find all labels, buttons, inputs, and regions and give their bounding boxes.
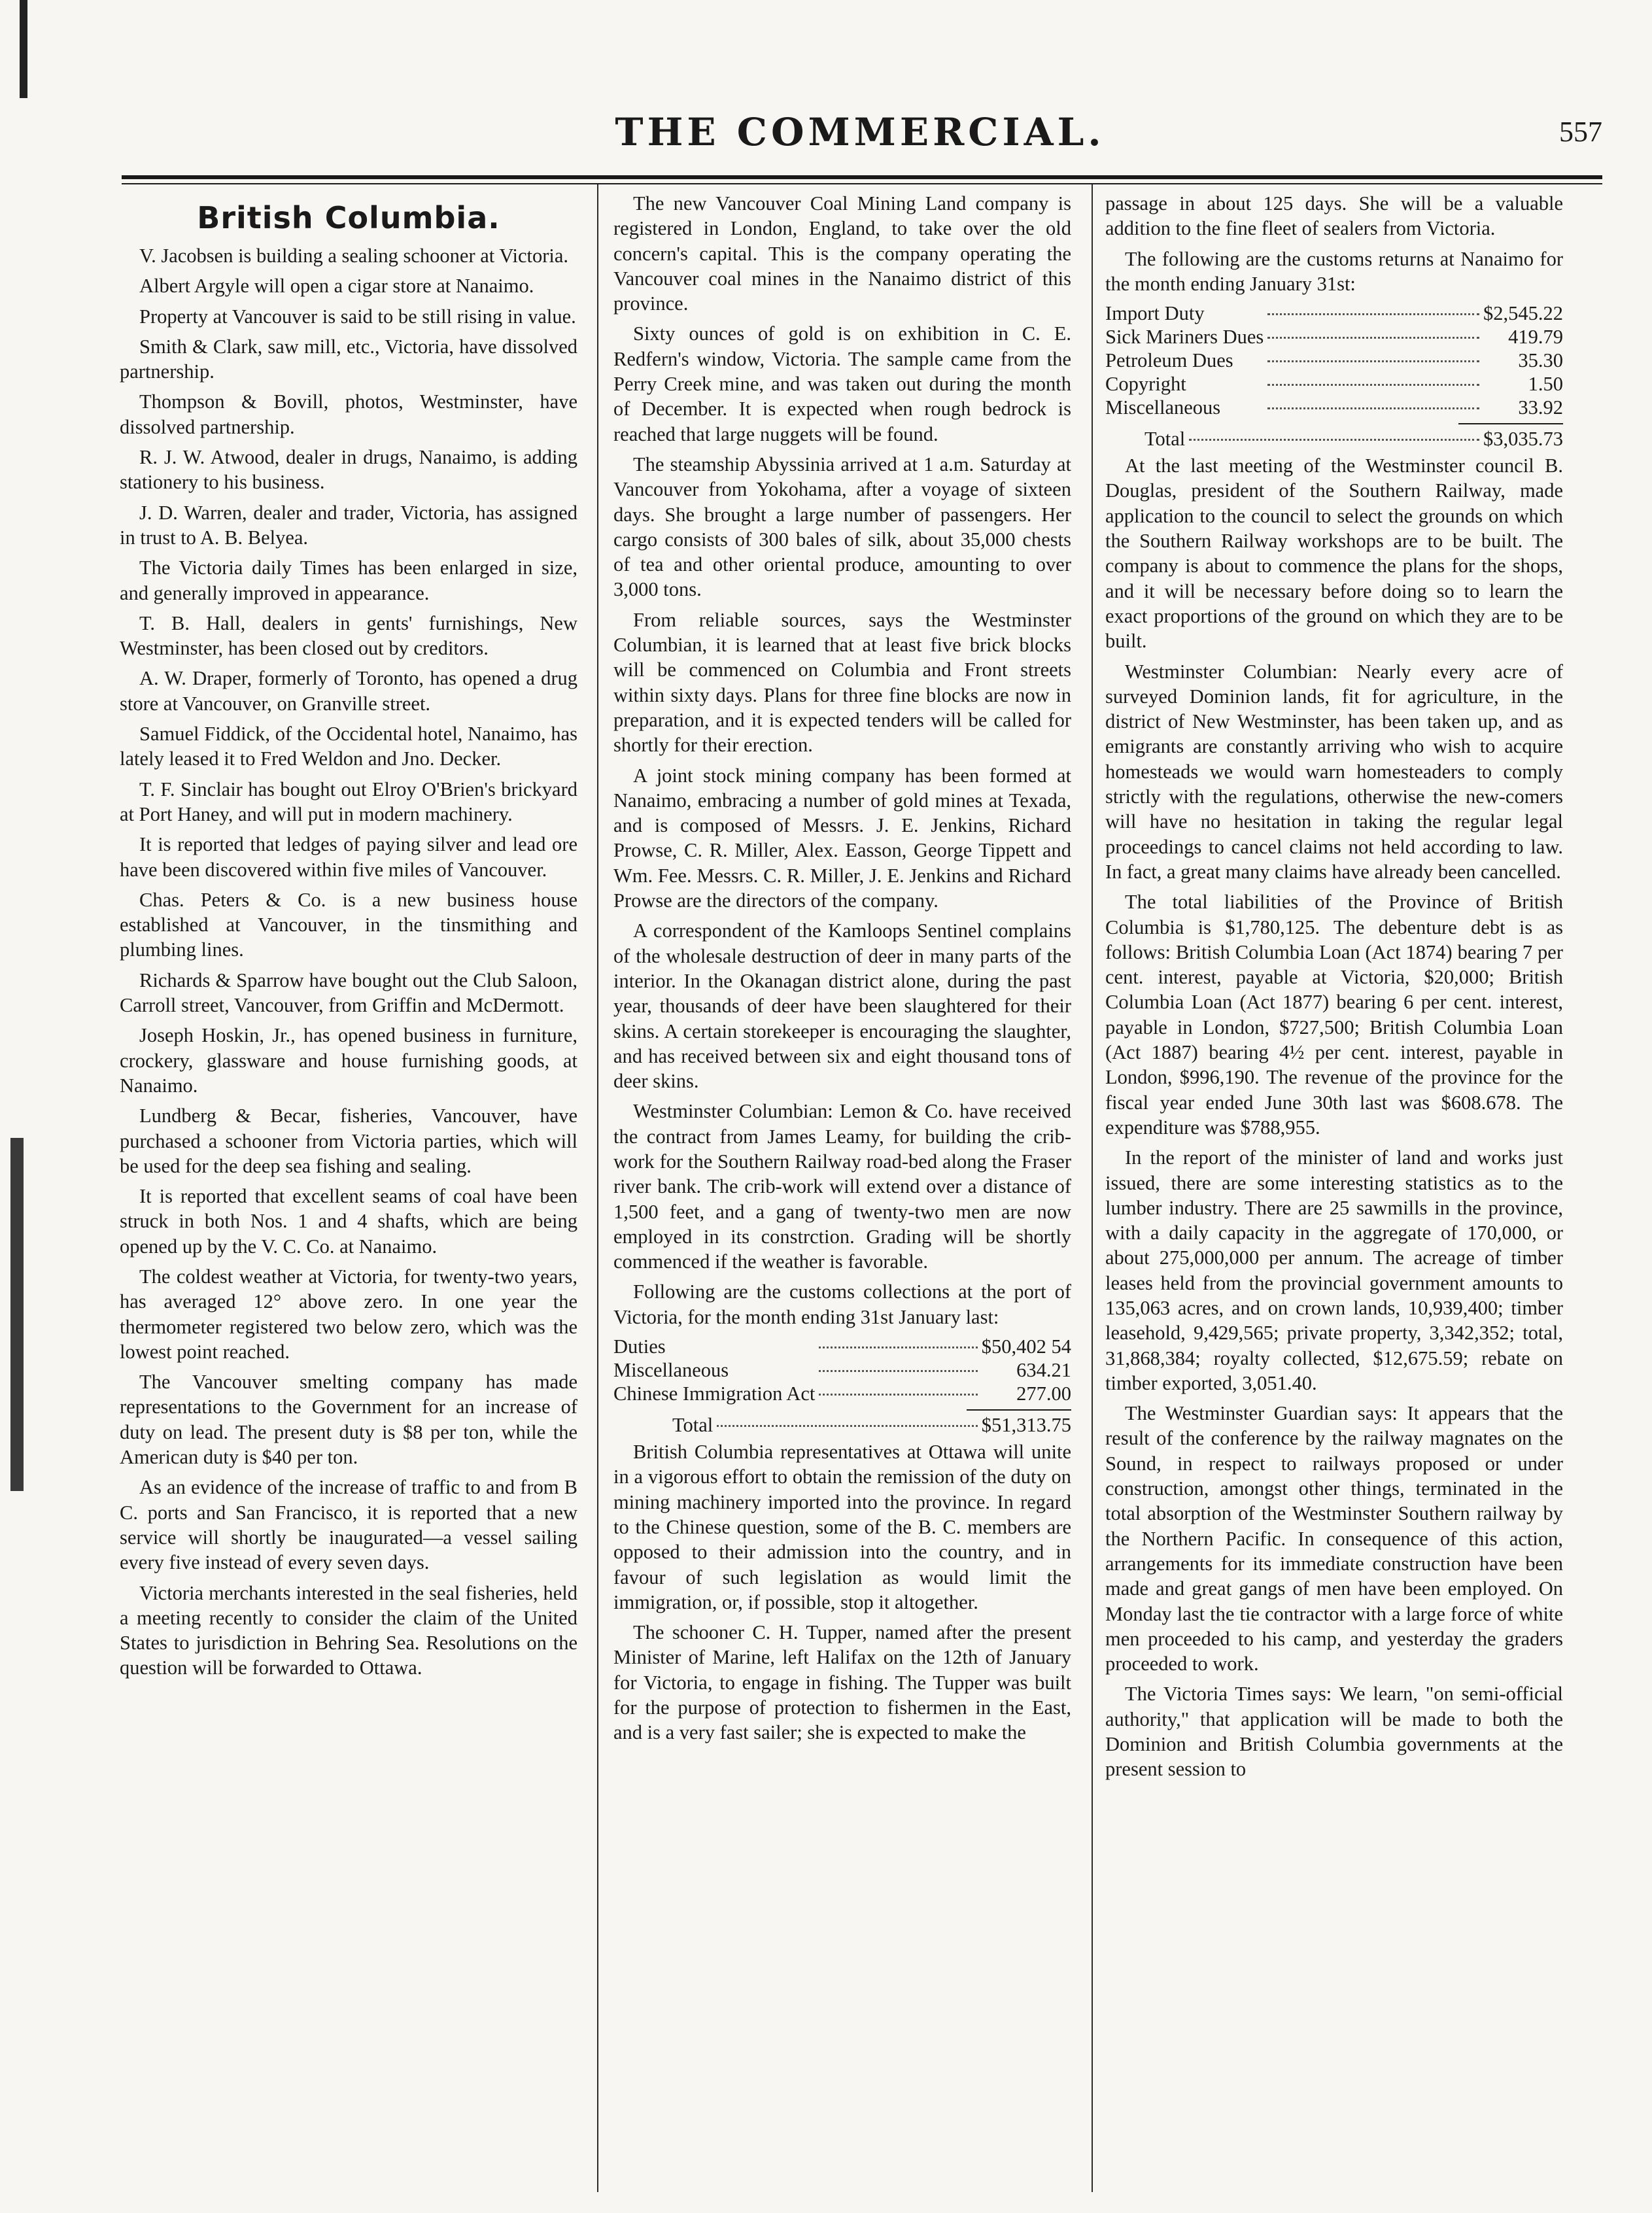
- table-cell-label: Sick Mariners Dues: [1105, 326, 1264, 349]
- news-item: As an evidence of the increase of traffic to and from B C. ports and San Francisco, it is reported that a new service will shortly be inaugurated—a vessel sailing every five instead of every seven days.: [120, 1476, 577, 1574]
- table-cell-label: Import Duty: [1105, 302, 1205, 325]
- news-item: It is reported that ledges of paying silver and lead ore have been discovered within five miles of Vancouver.: [120, 833, 577, 881]
- news-item: The schooner C. H. Tupper, named after the present Minister of Marine, left Halifax on the 12th of January for Victoria, to engage in fishing. The Tupper was built for the purpose of protection to fishermen in the East, and is a very fast sailer; she is expected to make the: [613, 1621, 1071, 1744]
- section-heading: British Columbia.: [197, 200, 500, 235]
- news-item: The coldest weather at Victoria, for twenty-two years, has averaged 12° above zero. In one year the thermometer registered two below zero, which was the lowest point reached.: [120, 1265, 577, 1363]
- table-row: [1105, 301, 1563, 325]
- table-cell-amount: 33.92: [1518, 396, 1563, 419]
- table-cell-amount: 35.30: [1518, 349, 1563, 372]
- news-item: R. J. W. Atwood, dealer in drugs, Nanaimo, is adding stationery to his business.: [120, 446, 577, 494]
- dot-leader: [713, 1413, 982, 1437]
- table-cell-amount: $2,545.22: [1483, 302, 1563, 325]
- news-item: T. F. Sinclair has bought out Elroy O'Brien's brickyard at Port Haney, and will put in modern machinery.: [120, 778, 577, 825]
- table-cell-label: Chinese Immigration Act: [613, 1382, 816, 1405]
- news-item: Thompson & Bovill, photos, Westminster, have dissolved partnership.: [120, 390, 577, 438]
- table-row: [1105, 372, 1563, 396]
- left-paragraphs: [120, 243, 577, 1681]
- sum-rule: [1458, 423, 1563, 424]
- dot-leader: [815, 1335, 981, 1358]
- nanaimo-customs-table: [1105, 301, 1563, 419]
- news-item: Victoria merchants interested in the seal fisheries, held a meeting recently to consider the claim of the United States to jurisdiction in Behring Sea. Resolutions on the question will be forwarded to Ottawa.: [120, 1581, 577, 1679]
- table-row: [613, 1382, 1071, 1405]
- page-header: [118, 110, 1602, 169]
- table-cell-amount: $50,402 54: [981, 1335, 1071, 1358]
- victoria-customs-total: [613, 1413, 1071, 1437]
- news-item: In the report of the minister of land and works just issued, there are some interesting statistics as to the lumber industry. There are 25 sawmills in the province, with a daily capacity in the aggregate of 170,000, or about 275,000,000 per annum. The acreage of timber leases held from the provincial government amounts to 135,063 acres, and on crown lands, 10,939,400; timber leasehold, 9,429,565; private property, 3,342,352; total, 31,868,384; royalty collected, $12,675.59; rebate on timber exported, 3,051.40.: [1105, 1146, 1563, 1394]
- dot-leader: [1264, 301, 1483, 325]
- table-cell-label: Miscellaneous: [1105, 396, 1221, 419]
- victoria-customs-table: [613, 1335, 1071, 1405]
- total-amount: $3,035.73: [1483, 428, 1563, 451]
- news-item: British Columbia representatives at Ottawa will unite in a vigorous effort to obtain the remission of the duty on mining machinery imported into the province. In regard to the Chinese question, some of the B. C. members are opposed to their admission into the country, and in favour of such legislation as would limit the immigration, or, if possible, stop it altogether.: [613, 1441, 1071, 1613]
- news-item: Following are the customs collections at the port of Victoria, for the month ending 31st January last:: [613, 1280, 1071, 1328]
- news-item: The Victoria Times says: We learn, "on semi-official authority," that application will be made to both the Dominion and British Columbia governments at the present session to: [1105, 1683, 1563, 1781]
- news-item: Smith & Clark, saw mill, etc., Victoria, have dissolved partnership.: [120, 335, 577, 383]
- news-item: The Westminster Guardian says: It appears that the result of the conference by the railway magnates on the Sound, in respect to railways proposed or under construction, amongst other things, terminated in the total absorption of the Westminster Southern railway by the Northern Pacific. In consequence of this action, arrangements for its immediate construction have been made and great gangs of men have been employed. On Monday last the tie contractor with a large force of white men proceeded to his camp, and yesterday the graders proceeded to work.: [1105, 1402, 1563, 1675]
- news-item: The steamship Abyssinia arrived at 1 a.m. Saturday at Vancouver from Yokohama, after a voyage of sixteen days. She brought a large number of passengers. Her cargo consists of 300 bales of silk, about 35,000 chests of tea and other oriental produce, amounting to over 3,000 tons.: [613, 453, 1071, 601]
- news-item: The new Vancouver Coal Mining Land company is registered in London, England, to take over the old concern's capital. This is the company operating the Vancouver coal mines in the Nanaimo district of this province.: [613, 192, 1071, 315]
- news-item: A correspondent of the Kamloops Sentinel complains of the wholesale destruction of deer in many parts of the interior. In the Okanagan district alone, during the past year, thousands of deer have been slaughtered for their skins. A certain storekeeper is encouraging the slaughter, and has received between six and eight thousand tons of deer skins.: [613, 919, 1071, 1093]
- column-right: [1105, 191, 1563, 2192]
- header-rule-thin: [122, 183, 1602, 184]
- news-item: At the last meeting of the Westminster council B. Douglas, president of the Southern Railway, made application to the council to select the grounds on which the Southern Railway workshops are to be built. The company is about to commence the plans for the shops, and it will be necessary before doing so to learn the exact proportions of the ground on which they are to be built.: [1105, 455, 1563, 653]
- table-cell-amount: 277.00: [1016, 1382, 1071, 1405]
- news-item-continued: passage in about 125 days. She will be a valuable addition to the fine fleet of sealers from Victoria.: [1105, 192, 1563, 240]
- news-item: J. D. Warren, dealer and trader, Victoria, has assigned in trust to A. B. Belyea.: [120, 501, 577, 549]
- news-item: Samuel Fiddick, of the Occidental hotel, Nanaimo, has lately leased it to Fred Weldon and Jno. Decker.: [120, 723, 577, 770]
- scan-mark-bar: [10, 1138, 24, 1491]
- total-label: Total: [1144, 428, 1186, 451]
- nanaimo-customs-total: [1105, 427, 1563, 451]
- table-row: [1105, 349, 1563, 372]
- dot-leader: [815, 1358, 981, 1382]
- table-cell-amount: 1.50: [1528, 373, 1563, 396]
- masthead-title: THE COMMERCIAL.: [615, 110, 1105, 154]
- column-left: [120, 191, 577, 2192]
- total-amount: $51,313.75: [981, 1414, 1071, 1437]
- news-item: V. Jacobsen is building a sealing schooner at Victoria.: [139, 245, 569, 267]
- news-item: From reliable sources, says the Westminster Columbian, it is learned that at least five brick blocks will be commenced on Columbia and Front streets within sixty days. Plans for three fine blocks are now in preparation, and it is expected tenders will be called for shortly for their erection.: [613, 608, 1071, 757]
- news-item: T. B. Hall, dealers in gents' furnishings, New Westminster, has been closed out by creditors.: [120, 611, 577, 660]
- news-item: Property at Vancouver is said to be still rising in value.: [139, 305, 576, 328]
- news-item: It is reported that excellent seams of coal have been struck in both Nos. 1 and 4 shafts, which are being opened up by the V. C. Co. at Nanaimo.: [120, 1185, 577, 1258]
- header-rule-thick: [122, 175, 1602, 179]
- news-item: A joint stock mining company has been formed at Nanaimo, embracing a number of gold mines at Texada, and is composed of Messrs. J. E. Jenkins, Richard Prowse, C. R. Miller, Alex. Easson, George Tippett and Wm. Fee. Messrs. C. R. Miller, J. E. Jenkins and Richard Prowse are the directors of the company.: [613, 764, 1071, 912]
- dot-leader: [1264, 396, 1483, 419]
- table-row: [613, 1335, 1071, 1358]
- total-label: Total: [672, 1414, 714, 1437]
- news-item: Albert Argyle will open a cigar store at Nanaimo.: [139, 275, 534, 298]
- column-divider-1: [597, 184, 598, 2192]
- table-cell-label: Copyright: [1105, 373, 1186, 396]
- page-number: 557: [1559, 116, 1602, 148]
- table-row-total: [613, 1413, 1071, 1437]
- dot-leader: [815, 1382, 981, 1405]
- table-row: [613, 1358, 1071, 1382]
- news-item: Chas. Peters & Co. is a new business house established at Vancouver, in the tinsmithing and plumbing lines.: [120, 888, 577, 961]
- table-cell-amount: 634.21: [1016, 1359, 1071, 1382]
- dot-leader: [1264, 325, 1483, 349]
- news-item: The total liabilities of the Province of British Columbia is $1,780,125. The debenture debt is as follows: British Columbia Loan (Act 1874) bearing 7 per cent. interest, payable at Victoria, $20,000; British Columbia Loan (Act 1877) bearing 6 per cent. interest, payable in London, $727,500; British Columbia Loan (Act 1887) bearing 4½ per cent. interest, payable in London, $996,190. The revenue of the province for the fiscal year ended June 30th last was $608.678. The expenditure was $788,955.: [1105, 891, 1563, 1139]
- news-item: Joseph Hoskin, Jr., has opened business in furniture, crockery, glassware and house furnishing goods, at Nanaimo.: [120, 1024, 577, 1097]
- table-row-total: [1105, 427, 1563, 451]
- news-item: The following are the customs returns at Nanaimo for the month ending January 31st:: [1105, 247, 1563, 295]
- table-row: [1105, 325, 1563, 349]
- news-item: Westminster Columbian: Nearly every acre of surveyed Dominion lands, fit for agriculture, in the district of New Westminster, has been taken up, and as emigrants are constantly arriving who wish to acquire homesteads we would warn homesteaders to comply strictly with the regulations, otherwise the new-comers will have no hesitation in taking the regular legal proceedings to cancel claims not held according to law. In fact, a great many claims have already been cancelled.: [1105, 660, 1563, 883]
- news-item: Lundberg & Becar, fisheries, Vancouver, have purchased a schooner from Victoria parties, which will be used for the deep sea fishing and sealing.: [120, 1105, 577, 1177]
- table-cell-label: Duties: [613, 1335, 666, 1358]
- column-middle: [613, 191, 1071, 2192]
- dot-leader: [1185, 427, 1483, 451]
- dot-leader: [1264, 372, 1483, 396]
- table-cell-label: Miscellaneous: [613, 1359, 729, 1382]
- table-row: [1105, 396, 1563, 419]
- table-cell-amount: 419.79: [1508, 326, 1563, 349]
- news-item: Westminster Columbian: Lemon & Co. have received the contract from James Leamy, for building the crib-work for the Southern Railway road-bed along the Fraser river bank. The crib-work will extend over a distance of 1,500 feet, and a gang of twenty-two men are now employed in its constrction. Grading will be shortly commenced if the weather is favorable.: [613, 1100, 1071, 1273]
- news-item: The Victoria daily Times has been enlarged in size, and generally improved in appearance.: [120, 557, 577, 604]
- news-item: Sixty ounces of gold is on exhibition in C. E. Redfern's window, Victoria. The sample came from the Perry Creek mine, and was taken out during the month of December. It is expected when rough bedrock is reached that large nuggets will be found.: [613, 322, 1071, 445]
- news-item: The Vancouver smelting company has made representations to the Government for an increase of duty on lead. The present duty is $8 per ton, while the American duty is $40 per ton.: [120, 1371, 577, 1469]
- scan-mark-top: [20, 0, 27, 98]
- news-item: A. W. Draper, formerly of Toronto, has opened a drug store at Vancouver, on Granville street.: [120, 667, 577, 715]
- dot-leader: [1264, 349, 1483, 372]
- sum-rule: [967, 1409, 1071, 1411]
- table-cell-label: Petroleum Dues: [1105, 349, 1233, 372]
- column-divider-2: [1092, 184, 1093, 2192]
- news-item: Richards & Sparrow have bought out the Club Saloon, Carroll street, Vancouver, from Griffin and McDermott.: [120, 969, 577, 1017]
